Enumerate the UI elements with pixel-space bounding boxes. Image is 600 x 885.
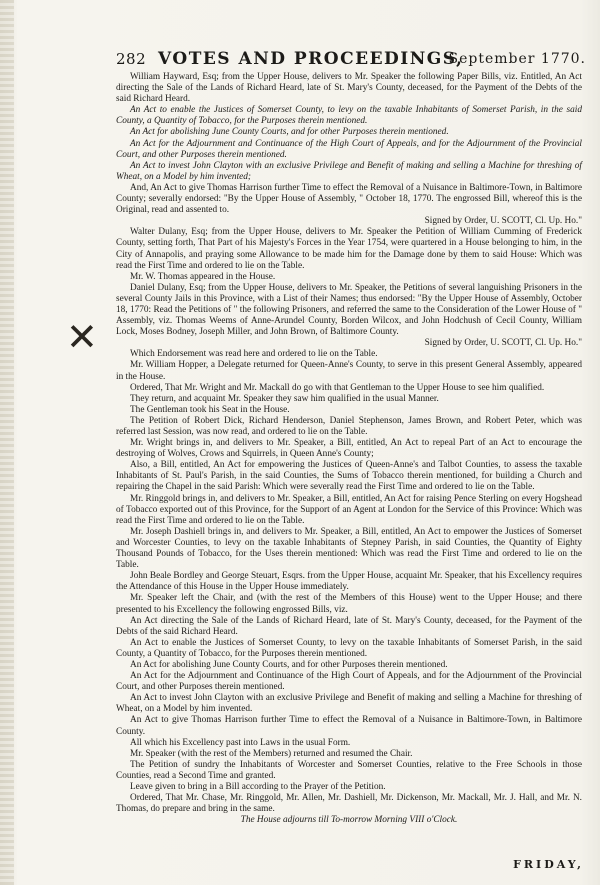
paragraph: An Act to invest John Clayton with an exclusive Privilege and Benefit of making and selling a Machine for threshing of Wheat, on a Model by him invented;	[116, 160, 582, 182]
paragraph: And, An Act to give Thomas Harrison further Time to effect the Removal of a Nuisance in Baltimore-Town, in Baltimore County; severally endorsed: "By the Upper House of Assembly, " October 18, 1770. The engrossed Bill, whereof this is the Original, read and assented to.	[116, 182, 582, 216]
paragraph: Mr. W. Thomas appeared in the House.	[130, 271, 276, 282]
signature-line: Signed by Order, U. SCOTT, Cl. Up. Ho."	[424, 216, 582, 227]
paragraph: The Petition of sundry the Inhabitants of Worcester and Somerset Counties, relative to the Free Schools in those Counties, read a Second Time and granted.	[116, 759, 582, 781]
catchword: FRIDAY,	[513, 858, 584, 871]
paragraph: The Gentleman took his Seat in the House.	[130, 404, 290, 415]
paragraph: John Beale Bordley and George Steuart, Esqrs. from the Upper House, acquaint Mr. Speaker, that his Excellency requires the Attendance of this House in the Upper House immediately.	[116, 571, 582, 593]
paragraph: An Act to enable the Justices of Somerset County, to levy on the taxable Inhabitants of Somerset Parish, in the said County, a Quantity of Tobacco, for the Purposes therein mentioned.	[116, 105, 582, 127]
paragraph: William Hayward, Esq; from the Upper House, delivers to Mr. Speaker the following Paper Bills, viz. Entitled, An Act directing the Sale of the Lands of Richard Heard, late of St. Mary's County, deceased, for the Payment of the Debts of the said Richard Heard.	[116, 72, 582, 105]
signature-line: Signed by Order, U. SCOTT, Cl. Up. Ho."	[424, 338, 582, 349]
paragraph: An Act for abolishing June County Courts, and for other Purposes therein mentioned.	[130, 127, 449, 138]
margin-cross-mark: ✕	[66, 315, 98, 359]
adjournment-line: The House adjourns till To-morrow Morning VIII o'Clock.	[240, 815, 458, 826]
binding-edge	[0, 0, 14, 885]
page-header	[116, 50, 586, 72]
page-number: 282	[116, 50, 147, 68]
paragraph: Mr. Wright brings in, and delivers to Mr. Speaker, a Bill, entitled, An Act to repeal Part of an Act to encourage the destroying of Wolves, Crows and Squirrels, in Queen Anne's County;	[116, 438, 582, 460]
paragraph: Daniel Dulany, Esq; from the Upper House, delivers to Mr. Speaker, the Petitions of several languishing Prisoners in the several County Jails in this Province, with a List of their Names; thus endorsed: "By the Upper House of Assembly, October 18, 1770: Read the Petitions of " the following Prisoners, and referred the same to the Consideration of the Lower House of " Assembly, viz. Thomas Weems of Anne-Arundel County, Borden Wilcox, and John Hodchush of Cecil County, William Lock, Moses Bodney, Joseph Miller, and John Brown, of Baltimore County.	[116, 282, 582, 338]
paragraph: Mr. Ringgold brings in, and delivers to Mr. Speaker, a Bill, entitled, An Act for raising Pence Sterling on every Hogshead of Tobacco exported out of this Province, for the Support of an Agent at London for the Service of this Province: Which was read the First Time and ordered to lie on the Table.	[116, 493, 582, 526]
paragraph: All which his Excellency past into Laws in the usual Form.	[130, 737, 351, 748]
paragraph: An Act to give Thomas Harrison further Time to effect the Removal of a Nuisance in Baltimore-Town, in Baltimore County.	[116, 715, 582, 737]
body-text	[116, 72, 582, 826]
paragraph: Ordered, That Mr. Wright and Mr. Mackall do go with that Gentleman to the Upper House to see him qualified.	[130, 382, 545, 393]
paragraph: Mr. Joseph Dashiell brings in, and delivers to Mr. Speaker, a Bill, entitled, An Act to empower the Justices of Somerset and Worcester Counties, to levy on the taxable Inhabitants of Stepney Parish, in said Counties, the Quantity of Eighty Thousand Pounds of Tobacco, for the Uses therein mentioned: Which was read the First Time and ordered to lie on the Table.	[116, 526, 582, 571]
paragraph: Ordered, That Mr. Chase, Mr. Ringgold, Mr. Allen, Mr. Dashiell, Mr. Dickenson, Mr. Mackall, Mr. J. Hall, and Mr. N. Thomas, do prepare and bring in the same.	[116, 793, 582, 815]
paragraph: An Act directing the Sale of the Lands of Richard Heard, late of St. Mary's County, deceased, for the Payment of the Debts of the said Richard Heard.	[116, 615, 582, 637]
paragraph: Mr. William Hopper, a Delegate returned for Queen-Anne's County, to serve in this present General Assembly, appeared in the House.	[116, 360, 582, 382]
paragraph: Leave given to bring in a Bill according to the Prayer of the Petition.	[130, 782, 386, 792]
paragraph: An Act for the Adjournment and Continuance of the High Court of Appeals, and for the Adjournment of the Provincial Court, and other Purposes therein mentioned.	[116, 138, 582, 160]
paragraph: An Act for the Adjournment and Continuance of the High Court of Appeals, and for the Adjournment of the Provincial Court, and other Purposes therein mentioned.	[116, 671, 582, 693]
header-date: September 1770.	[448, 51, 586, 67]
paragraph: Walter Dulany, Esq; from the Upper House, delivers to Mr. Speaker the Petition of William Cumming of Frederick County, setting forth, That Part of his Majesty's Forces in the Year 1754, were quartered in a House belonging to him, in the City of Annapolis, and praying some Allowance to be made him for the Damage done by them to said House: Which was read the First Time and ordered to lie on the Table.	[116, 227, 582, 271]
paragraph: Which Endorsement was read here and ordered to lie on the Table.	[130, 349, 378, 360]
paragraph: An Act to invest John Clayton with an exclusive Privilege and Benefit of making and selling a Machine for threshing of Wheat, on a Model by him invented.	[116, 693, 582, 715]
page-title: VOTES AND PROCEEDINGS,	[158, 49, 464, 69]
paragraph: Mr. Speaker (with the rest of the Members) returned and resumed the Chair.	[130, 748, 413, 759]
paragraph: They return, and acquaint Mr. Speaker they saw him qualified in the usual Manner.	[130, 393, 439, 404]
paragraph: The Petition of Robert Dick, Richard Henderson, Daniel Stephenson, James Brown, and Robert Peter, which was referred last Session, was now read, and ordered to lie on the Table.	[116, 415, 582, 437]
paragraph: An Act to enable the Justices of Somerset County, to levy on the taxable Inhabitants of Somerset Parish, in the said County, a Quantity of Tobacco, for the Purposes therein mentioned.	[116, 637, 582, 659]
paragraph: An Act for abolishing June County Courts, and for other Purposes therein mentioned.	[130, 659, 448, 670]
paragraph: Also, a Bill, entitled, An Act for empowering the Justices of Queen-Anne's and Talbot Counties, to assess the taxable Inhabitants of St. Paul's Parish, in the said Counties, the Sums of Tobacco therein mentioned, for building a Church and repairing the Chapel in the said Parish: Which were severally read the First Time and ordered to lie on the Table.	[116, 460, 582, 493]
paragraph: Mr. Speaker left the Chair, and (with the rest of the Members of this House) went to the Upper House; and there presented to his Excellency the following engrossed Bills, viz.	[116, 593, 582, 615]
